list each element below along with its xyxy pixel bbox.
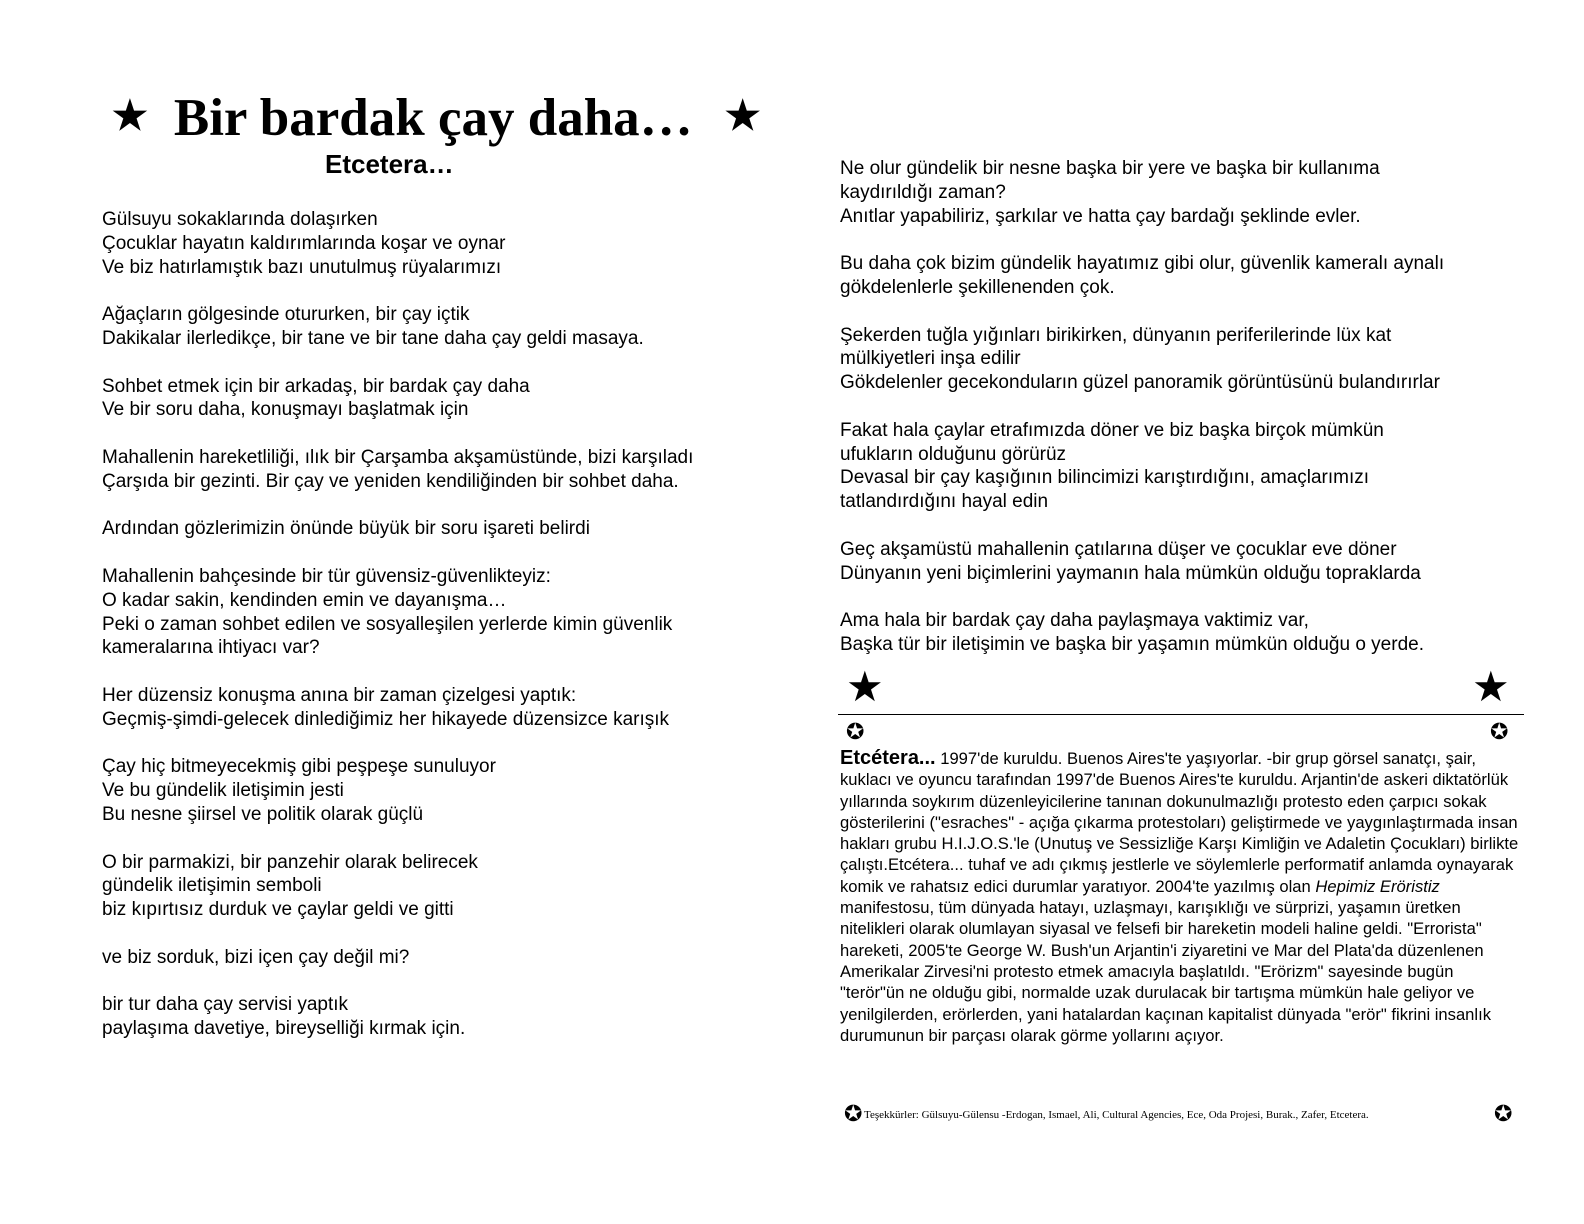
- thanks-star-right-icon: ✪: [1494, 1102, 1513, 1127]
- stanza: bir tur daha çay servisi yaptık paylaşıma davetiye, bireyselliği kırmak için.: [102, 994, 466, 1040]
- stanza: Çay hiç bitmeyecekmiş gibi peşpeşe sunuluyor Ve bu gündelik iletişimin jesti Bu nesne şiirsel ve politik olarak güçlü: [102, 756, 496, 825]
- stanza: Geç akşamüstü mahallenin çatılarına düşer ve çocuklar eve döner Dünyanın yeni biçimlerini yaymanın hala mümkün olduğu topraklarda: [840, 538, 1421, 584]
- stanza: Mahallenin bahçesinde bir tür güvensiz-güvenlikteyiz: O kadar sakin, kendinden emin ve dayanışma… Peki o zaman sohbet edilen ve sosyalleşilen yerlerde kimin güvenlik kameralarına ihtiyacı var?: [102, 565, 673, 659]
- manifesto-title: Hepimiz Eröristiz: [1315, 876, 1440, 896]
- thanks-star-left-icon: ✪: [844, 1102, 863, 1127]
- stanza: Ağaçların gölgesinde otururken, bir çay içtik Dakikalar ilerledikçe, bir tane ve bir tane daha çay geldi masaya.: [102, 304, 644, 349]
- page-subtitle: Etcetera…: [325, 149, 454, 179]
- stanza: ve biz sorduk, bizi içen çay değil mi?: [102, 946, 410, 968]
- about-etcetera-paragraph: [840, 748, 1520, 1046]
- stanza: Ne olur gündelik bir nesne başka bir yere ve başka bir kullanıma kaydırıldığı zaman? Anıtlar yapabiliriz, şarkılar ve hatta çay bardağı şeklinde evler.: [840, 158, 1380, 227]
- left-poem-column: [102, 208, 762, 1065]
- stanza: Bu daha çok bizim gündelik hayatımız gibi olur, güvenlik kameralı aynalı gökdelenlerle şekillenenden çok.: [840, 253, 1445, 298]
- about-text: 1997'de kuruldu. Buenos Aires'te yaşıyorlar. -bir grup görsel sanatçı, şair, kuklacı ve oyuncu tarafından 1997'de Buenos Aires'te kuruldu. Arjantin'de askeri diktatörlük yıllarında soykırım düzenleyicilerine tanınan dokunulmazlığı protesto eden çarpıcı sokak gösterilerini ("esraches" - açığa çıkarma protestoları) geliştirmede ve yaygınlaştırmada insan hakları grubu H.I.J.O.S.'le (Unutuş ve Sessizliğe Karşı Kimliğin ve Adaletin Çocukları) birlikte çalıştı.Etcétera... tuhaf ve adı çıkmış jestlerle ve söylemlerle performatif anlamda oynayarak komik ve rahatsız edici durumlar yaratıyor. 2004'te yazılmış olan: [840, 749, 1519, 896]
- divider-star-right-icon: ★: [1472, 662, 1510, 711]
- stanza: Fakat hala çaylar etrafımızda döner ve biz başka birçok mümkün ufukların olduğunu görürüz Devasal bir çay kaşığının bilincimizi karıştırdığını, amaçlarımızı tatlandırdığını hayal edin: [840, 419, 1384, 513]
- page-title: [112, 84, 772, 150]
- title-star-left-icon: ★: [112, 93, 148, 138]
- right-poem-column: [840, 157, 1520, 681]
- title-star-right-icon: ★: [724, 93, 761, 138]
- stanza: Sohbet etmek için bir arkadaş, bir bardak çay daha Ve bir soru daha, konuşmayı başlatmak için: [102, 375, 530, 421]
- stanza: Her düzensiz konuşma anına bir zaman çizelgesi yaptık: Geçmiş-şimdi-gelecek dinlediğimiz her hikayede düzensizce karışık: [102, 684, 670, 730]
- about-text-continued: manifestosu, tüm dünyada hatayı, uzlaşmayı, karışıklığı ve sürprizi, yaşamın üretken nitelikleri olarak olumlayan siyasal ve felsefi bir hareketin modeli haline geldi. "Errorista" hareketi, 2005'te George W. Bush'un Arjantin'i ziyaretini ve Mar del Plata'da düzenlenen Amerikalar Zirvesi'ni protesto etmek amacıyla başlatıldı. "Erörizm" sayesinde bugün "terör"ün ne olduğu gibi, normalde uzak durulacak bir tartışma mümkün hale geliyor ve yenilgilerden, erörlerden, yani hatalardan kaçınan kapitalist dünyada "erör" fikrini insanlık durumunun bir parçası olarak görme yollarını açıyor.: [840, 898, 1492, 1045]
- badge-star-right-icon: ✪: [1490, 720, 1509, 745]
- stanza: Şekerden tuğla yığınları birikirken, dünyanın periferilerinde lüx kat mülkiyetleri inşa edilir Gökdelenler gecekonduların güzel panoramik görüntüsünü bulandırırlar: [840, 324, 1440, 394]
- about-lead: Etcétera...: [840, 747, 936, 769]
- badge-star-left-icon: ✪: [846, 720, 865, 745]
- divider-star-left-icon: ★: [846, 662, 884, 711]
- thanks-line: Teşekkürler: Gülsuyu-Gülensu -Erdogan, Ismael, Ali, Cultural Agencies, Ece, Oda Projesi, Burak., Zafer, Etcetera.: [864, 1109, 1369, 1121]
- stanza: Gülsuyu sokaklarında dolaşırken Çocuklar hayatın kaldırımlarında koşar ve oynar Ve biz hatırlamıştık bazı unutulmuş rüyalarımızı: [102, 209, 506, 278]
- stanza: Mahallenin hareketliliği, ılık bir Çarşamba akşamüstünde, bizi karşıladı Çarşıda bir gezinti. Bir çay ve yeniden kendiliğinden bir sohbet daha.: [102, 446, 694, 492]
- stanza: Ardından gözlerimizin önünde büyük bir soru işareti belirdi: [102, 518, 590, 540]
- stanza: O bir parmakizi, bir panzehir olarak belirecek gündelik iletişimin semboli biz kıpırtısız durduk ve çaylar geldi ve gitti: [102, 851, 478, 921]
- title-text: Bir bardak çay daha…: [173, 89, 693, 147]
- divider-line: [838, 714, 1524, 715]
- stanza: Ama hala bir bardak çay daha paylaşmaya vaktimiz var, Başka tür bir iletişimin ve başka bir yaşamın mümkün olduğu o yerde.: [840, 610, 1424, 655]
